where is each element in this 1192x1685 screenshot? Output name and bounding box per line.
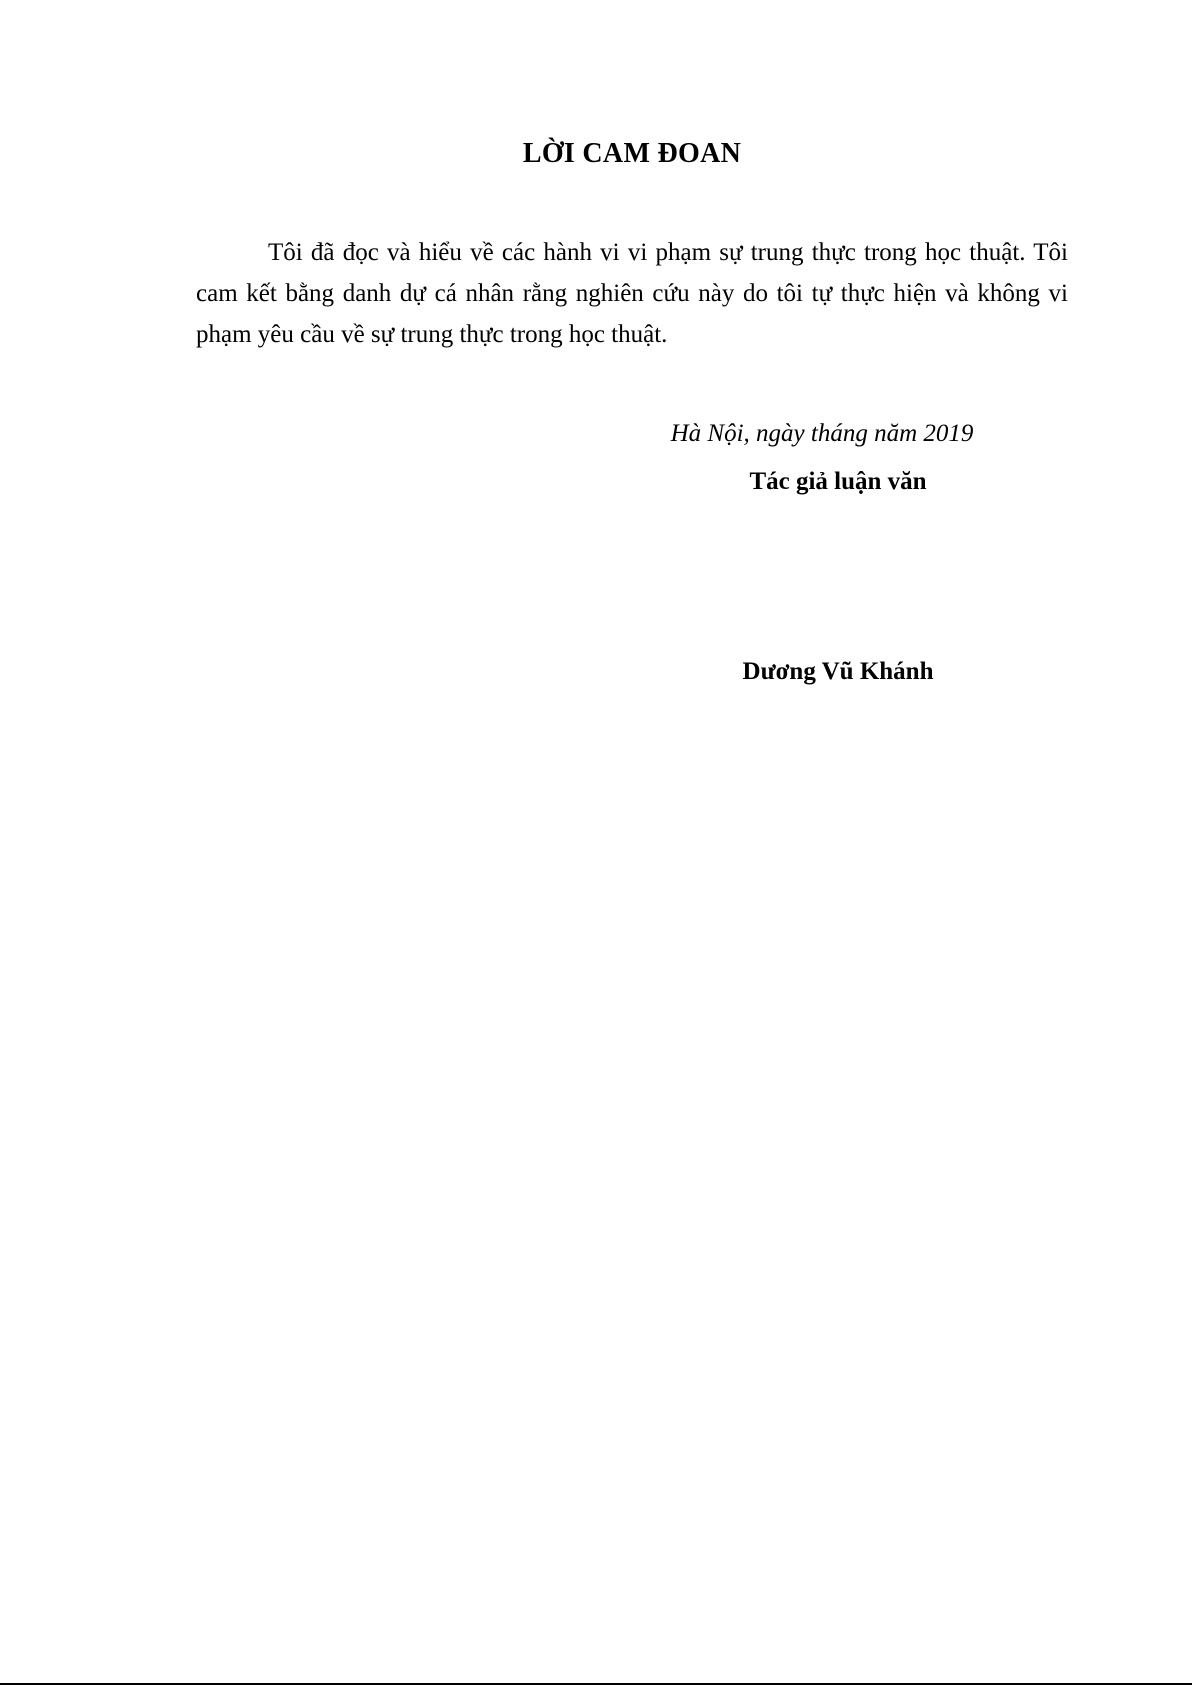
place-date-line: Hà Nội, ngày tháng năm 2019 xyxy=(670,420,974,447)
author-role-label: Tác giả luận văn xyxy=(749,468,927,495)
declaration-paragraph: Tôi đã đọc và hiểu về các hành vi vi phạm sự trung thực trong học thuật. Tôi cam kết bằng danh dự cá nhân rằng nghiên cứu này do tôi tự thực hiện và không vi phạm yêu cầu về sự trung thực trong học thuật. xyxy=(196,239,1068,348)
author-name: Dương Vũ Khánh xyxy=(742,658,934,685)
page-title: LỜI CAM ĐOAN xyxy=(522,138,742,169)
